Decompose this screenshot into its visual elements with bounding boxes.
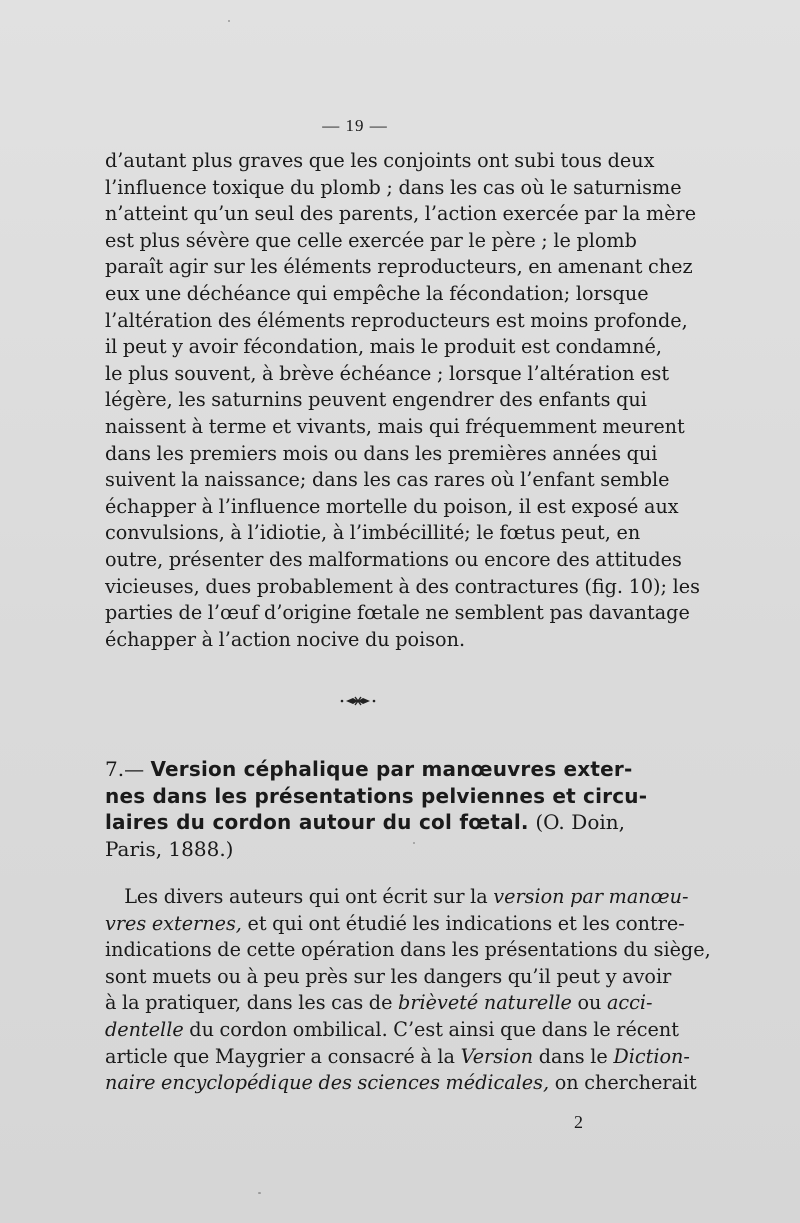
text-line: l’influence toxique du plomb ; dans les cas où le saturnisme xyxy=(105,175,682,199)
text-line: suivent la naissance; dans les cas rares où l’enfant semble xyxy=(105,468,670,492)
text-line: le plus souvent, à brève échéance ; lorsque l’altération est xyxy=(105,361,670,385)
text-line: eux une déchéance qui empêche la fécondation; lorsque xyxy=(105,281,649,305)
section-title-part: laires du cordon autour du col fœtal. xyxy=(105,810,529,834)
italic-run: naire encyclopédique des sciences médicales, xyxy=(105,1071,550,1095)
paragraph-1 xyxy=(105,148,700,653)
text-line xyxy=(105,911,685,938)
heading-line xyxy=(105,836,625,863)
text-line: parties de l’œuf d’origine fœtale ne semblent pas davantage xyxy=(105,601,690,625)
text-line: d’autant plus graves que les conjoints ont subi tous deux xyxy=(105,149,655,172)
text-line: légère, les saturnins peuvent engendrer des enfants qui xyxy=(105,388,647,412)
text-line xyxy=(105,1044,690,1071)
text-line: l’altération des éléments reproducteurs est moins profonde, xyxy=(105,308,688,332)
text-line: naissent à terme et vivants, mais qui fréquemment meurent xyxy=(105,414,685,438)
text-line: indications de cette opération dans les présentations du siège, xyxy=(105,938,711,962)
paragraph-2 xyxy=(105,884,711,1097)
text-run: on chercherait xyxy=(549,1071,697,1095)
ornament-icon xyxy=(338,694,378,708)
text-line xyxy=(105,990,653,1017)
paper-speck xyxy=(413,842,415,844)
italic-run: dentelle xyxy=(105,1017,184,1041)
text-line: il peut y avoir fécondation, mais le produit est condamné, xyxy=(105,335,662,359)
text-line: n’atteint qu’un seul des parents, l’action exercée par la mère xyxy=(105,202,697,226)
text-line: vicieuses, dues probablement à des contractures (fig. 10); les xyxy=(105,574,700,598)
italic-run: version par manœu- xyxy=(493,885,689,908)
text-line xyxy=(105,1070,697,1097)
text-line: échapper à l’action nocive du poison. xyxy=(105,627,466,651)
text-line: est plus sévère que celle exercée par le père ; le plomb xyxy=(105,228,637,252)
text-line: sont muets ou à peu près sur les dangers qu’il peut y avoir xyxy=(105,964,672,988)
text-run: du cordon ombilical. C’est ainsi que dans le récent xyxy=(183,1017,679,1041)
paper-speck xyxy=(228,20,230,22)
citation: Paris, 1888.) xyxy=(105,836,234,861)
section-heading xyxy=(105,756,648,862)
text-line xyxy=(105,884,689,911)
section-title-part: nes dans les présentations pelviennes et circu- xyxy=(105,783,648,808)
italic-run: brièveté naturelle xyxy=(398,991,572,1015)
text-line: échapper à l’influence mortelle du poison, il est exposé aux xyxy=(105,494,679,518)
citation: (O. Doin, xyxy=(535,810,626,834)
heading-line xyxy=(105,783,648,810)
text-run: ou xyxy=(571,991,607,1015)
text-run: Les divers auteurs qui ont écrit sur la xyxy=(124,885,494,908)
text-run: dans le xyxy=(533,1044,614,1068)
heading-line xyxy=(105,756,633,783)
signature-mark: 2 xyxy=(574,1112,583,1132)
text-line xyxy=(105,1017,679,1044)
italic-run: Diction- xyxy=(613,1044,690,1068)
italic-run: vres externes, xyxy=(105,911,242,935)
text-run: à la pratiquer, dans les cas de xyxy=(105,991,399,1015)
text-line: outre, présenter des malformations ou encore des attitudes xyxy=(105,547,682,571)
page-number: — 19 — xyxy=(322,116,388,135)
text-run: et qui ont étudié les indications et les contre- xyxy=(241,911,685,935)
italic-run: acci- xyxy=(606,991,653,1015)
italic-run: Version xyxy=(460,1044,534,1068)
text-line: dans les premiers mois ou dans les premières années qui xyxy=(105,441,658,465)
text-line: paraît agir sur les éléments reproducteurs, en amenant chez xyxy=(105,255,693,279)
text-run: article que Maygrier a consacré à la xyxy=(105,1044,461,1068)
section-number: 7.— xyxy=(105,757,145,781)
text-line: convulsions, à l’idiotie, à l’imbécillité; le fœtus peut, en xyxy=(105,521,641,545)
paper-speck xyxy=(258,1192,261,1194)
section-title-part: Version céphalique par manœuvres exter- xyxy=(150,757,633,781)
heading-line xyxy=(105,809,625,836)
